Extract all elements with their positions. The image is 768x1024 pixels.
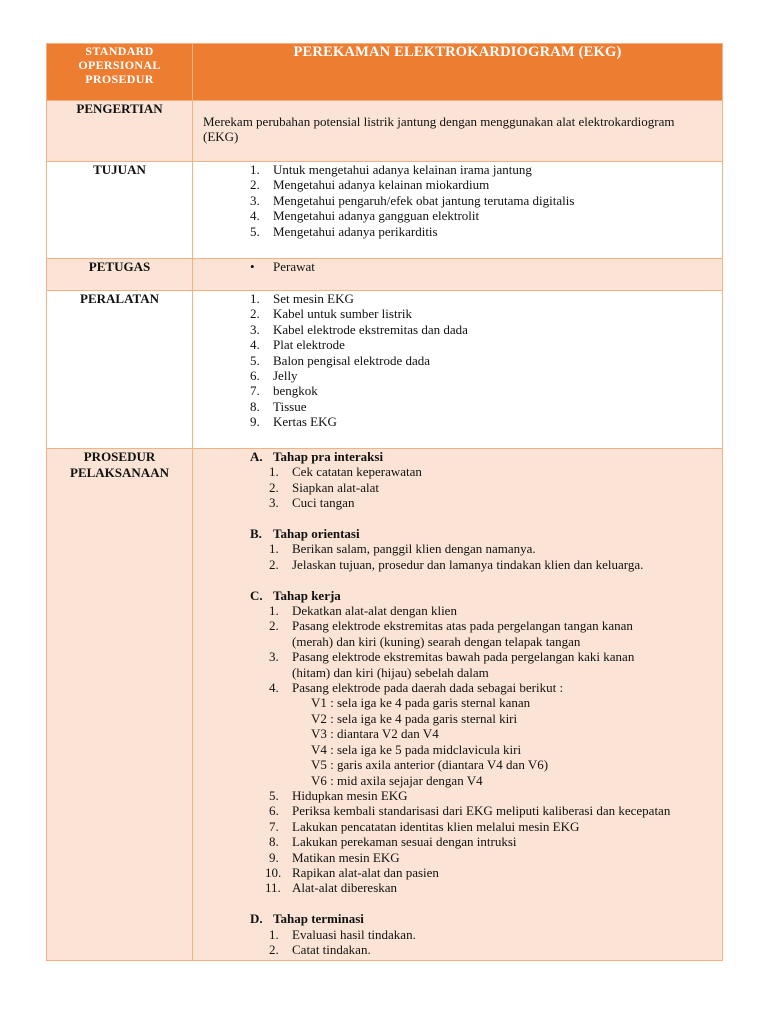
pengertian-text: Merekam perubahan potensial listrik jantung dengan menggunakan alat elektrokardiogram (EKG)	[203, 114, 675, 145]
list-item	[193, 353, 722, 368]
list-text: Mengetahui adanya perikarditis	[273, 223, 438, 239]
header-left-line3: PROSEDUR	[85, 72, 154, 86]
petugas-content	[193, 259, 723, 291]
list-text: Hidupkan mesin EKG	[292, 787, 408, 803]
header-left-line2: OPERSIONAL	[78, 58, 161, 72]
lead-item: V2 : sela iga ke 4 pada garis sternal kiri	[311, 710, 518, 726]
list-item	[193, 208, 722, 223]
list-item	[193, 495, 722, 510]
list-item	[193, 850, 722, 865]
lead-item: V4 : sela iga ke 5 pada midclavicula kiri	[311, 741, 522, 757]
section-a-heading: A. Tahap pra interaksi	[250, 449, 384, 464]
list-text: Cek catatan keperawatan	[292, 464, 422, 480]
list-item	[193, 306, 722, 321]
list-item	[193, 927, 722, 942]
list-item: 1. Dekatkan alat-alat dengan klien	[269, 603, 457, 619]
list-item	[193, 322, 722, 337]
list-text: Jelaskan tujuan, prosedur dan lamanya tindakan klien dan keluarga.	[292, 556, 644, 572]
list-text: Berikan salam, panggil klien dengan namanya.	[292, 541, 536, 557]
lead-item: V3 : diantara V2 dan V4	[311, 726, 439, 742]
section-d-heading: D. Tahap terminasi	[250, 911, 364, 927]
petugas-item: Perawat	[273, 259, 315, 274]
header-row	[47, 44, 723, 101]
document-title: PEREKAMAN ELEKTROKARDIOGRAM (EKG)	[193, 44, 723, 101]
list-text: Kabel elektrode ekstremitas dan dada	[273, 321, 468, 337]
list-number: 3.	[250, 192, 260, 208]
list-text: Cuci tangan	[292, 495, 355, 511]
list-number: 8.	[269, 834, 279, 850]
list-number: 2.	[250, 306, 260, 322]
pengertian-row	[47, 101, 723, 162]
list-number: 2.	[269, 479, 279, 495]
list-number: 4.	[250, 337, 260, 353]
list-number: 1.	[269, 541, 279, 557]
section-c-heading: C. Tahap kerja	[250, 587, 341, 603]
peralatan-content	[193, 291, 723, 449]
petugas-row	[47, 259, 723, 291]
list-text: Lakukan pencatatan identitas klien melalui mesin EKG	[292, 818, 580, 834]
petugas-label: PETUGAS	[47, 259, 193, 291]
list-number: 5.	[250, 223, 260, 239]
list-number: 5.	[250, 352, 260, 368]
list-item	[193, 224, 722, 239]
section-d-list	[193, 927, 722, 958]
peralatan-row	[47, 291, 723, 449]
list-text: Mengetahui adanya kelainan miokardium	[273, 177, 490, 193]
list-number: 2.	[250, 177, 260, 193]
prosedur-label	[47, 449, 193, 961]
list-number: 8.	[250, 398, 260, 414]
prosedur-content	[193, 449, 723, 961]
list-item	[193, 162, 722, 177]
list-item	[193, 557, 722, 572]
bullet-icon: •	[250, 259, 255, 274]
section-b-heading: B. Tahap orientasi	[250, 526, 360, 542]
header-left-line1: STANDARD	[85, 44, 154, 58]
list-text: Lakukan perekaman sesuai dengan intruksi	[292, 834, 517, 850]
tujuan-list	[193, 162, 722, 239]
list-text: Mengetahui adanya gangguan elektrolit	[273, 208, 480, 224]
list-text: Evaluasi hasil tindakan.	[292, 926, 416, 942]
list-number: 2.	[269, 556, 279, 572]
list-number: 10.	[265, 864, 282, 880]
list-number: 2.	[269, 941, 279, 957]
pengertian-content	[193, 101, 723, 162]
header-left	[47, 44, 193, 101]
list-item	[193, 788, 722, 803]
list-number: 7.	[269, 818, 279, 834]
list-item	[193, 383, 722, 398]
list-number: 7.	[250, 383, 260, 399]
list-item	[193, 880, 722, 895]
list-item	[193, 259, 722, 274]
list-item	[193, 803, 722, 818]
lead-item: V1 : sela iga ke 4 pada garis sternal kanan	[311, 695, 531, 711]
list-item	[193, 541, 722, 556]
list-text: Untuk mengetahui adanya kelainan irama jantung	[273, 162, 532, 177]
list-text: Catat tindakan.	[292, 941, 371, 957]
list-text: Balon pengisal elektrode dada	[273, 352, 431, 368]
list-item	[193, 177, 722, 192]
list-item	[193, 414, 722, 429]
list-item	[193, 337, 722, 352]
list-item	[193, 819, 722, 834]
list-number: 5.	[269, 787, 279, 803]
prosedur-label-line1: PROSEDUR	[83, 449, 156, 464]
prosedur-label-line2: PELAKSANAAN	[70, 465, 169, 480]
list-text: Siapkan alat-alat	[292, 479, 379, 495]
pengertian-label: PENGERTIAN	[47, 101, 193, 162]
list-number: 6.	[269, 803, 279, 819]
list-item: 2. Pasang elektrode ekstremitas atas pada pergelangan tangan kanan (merah) dan kiri (kuning) searah dengan telapak tangan	[269, 618, 633, 649]
list-item	[193, 193, 722, 208]
list-text: bengkok	[273, 383, 318, 399]
list-number: 11.	[265, 880, 281, 896]
list-number: 3.	[250, 321, 260, 337]
list-item	[193, 464, 722, 479]
list-number: 9.	[269, 849, 279, 865]
tujuan-label: TUJUAN	[47, 162, 193, 259]
section-c-list	[193, 788, 722, 896]
list-item	[193, 942, 722, 957]
list-text: Periksa kembali standarisasi dari EKG meliputi kaliberasi dan kecepatan	[292, 803, 671, 819]
prosedur-row	[47, 449, 723, 961]
list-text: Kabel untuk sumber listrik	[273, 306, 413, 322]
tujuan-row	[47, 162, 723, 259]
list-number: 9.	[250, 414, 260, 430]
list-item	[193, 368, 722, 383]
lead-placement-list	[193, 695, 722, 787]
list-text: Kertas EKG	[273, 414, 337, 430]
tujuan-content	[193, 162, 723, 259]
list-number: 1.	[269, 926, 279, 942]
list-number: 1.	[250, 162, 260, 177]
peralatan-list	[193, 291, 722, 430]
sop-table	[46, 43, 723, 961]
section-b-list	[193, 541, 722, 572]
list-number: 3.	[269, 495, 279, 511]
list-number: 4.	[250, 208, 260, 224]
list-text: Matikan mesin EKG	[292, 849, 400, 865]
list-item	[193, 291, 722, 306]
list-item	[193, 480, 722, 495]
list-item: 4. Pasang elektrode pada daerah dada sebagai berikut :	[269, 680, 564, 696]
list-text: Jelly	[273, 368, 298, 384]
lead-item: V6 : mid axila sejajar dengan V4	[311, 772, 483, 788]
list-text: Plat elektrode	[273, 337, 345, 353]
list-item: 3. Pasang elektrode ekstremitas bawah pada pergelangan kaki kanan (hitam) dan kiri (hijau) sebelah dalam	[269, 649, 635, 680]
list-text: Alat-alat dibereskan	[292, 880, 398, 896]
list-item	[193, 834, 722, 849]
lead-item: V5 : garis axila anterior (diantara V4 dan V6)	[311, 757, 549, 773]
list-number: 1.	[250, 291, 260, 306]
list-text: Tissue	[273, 398, 307, 414]
list-item	[193, 399, 722, 414]
section-a-list	[193, 464, 722, 510]
list-item	[193, 865, 722, 880]
peralatan-label: PERALATAN	[47, 291, 193, 449]
list-text: Rapikan alat-alat dan pasien	[292, 864, 439, 880]
list-text: Mengetahui pengaruh/efek obat jantung terutama digitalis	[273, 192, 575, 208]
list-number: 6.	[250, 368, 260, 384]
list-number: 1.	[269, 464, 279, 480]
list-text: Set mesin EKG	[273, 291, 354, 306]
